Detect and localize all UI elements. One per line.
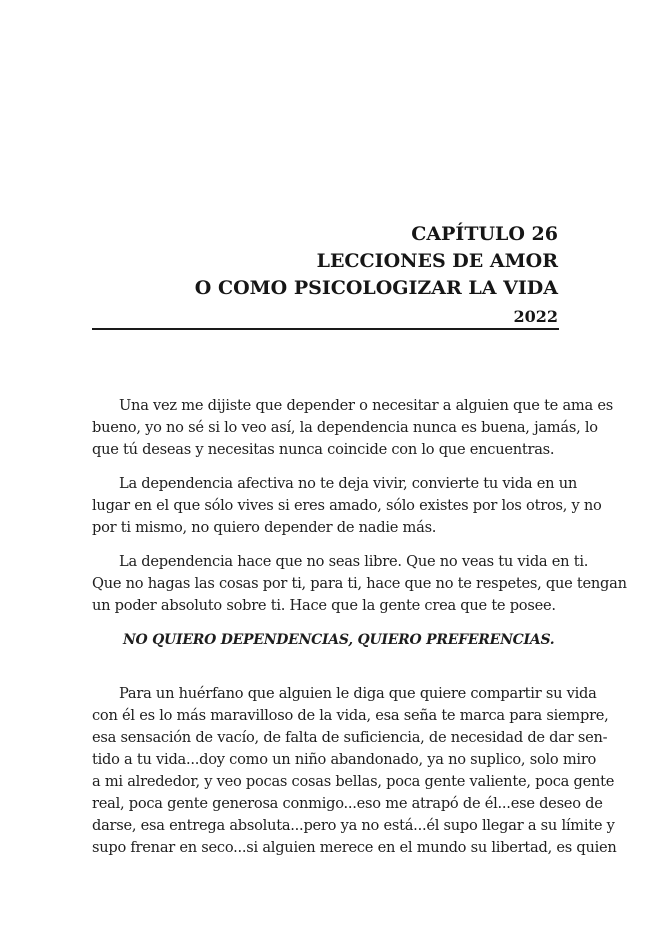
text-line: darse, esa entrega absoluta...pero ya no está...él supo llegar a su límite y: [92, 817, 615, 834]
text-line: Que no hagas las cosas por ti, para ti, hace que no te respetes, que tengan: [92, 575, 627, 592]
paragraph-3: [92, 551, 627, 617]
chapter-title-line-2: O COMO PSICOLOGIZAR LA VIDA: [194, 277, 558, 299]
text-line: Para un huérfano que alguien le diga que quiere compartir su vida: [119, 685, 597, 702]
text-line: La dependencia hace que no seas libre. Que no veas tu vida en ti.: [119, 553, 589, 570]
chapter-title-line-1: LECCIONES DE AMOR: [316, 250, 558, 272]
text-line: que tú deseas y necesitas nunca coincide con lo que encuentras.: [92, 441, 555, 458]
text-line: real, poca gente generosa conmigo...eso me atrapó de él...ese deseo de: [92, 795, 603, 812]
text-line: La dependencia afectiva no te deja vivir, convierte tu vida en un: [119, 475, 577, 492]
chapter-body: [92, 395, 627, 871]
text-line: supo frenar en seco...si alguien merece en el mundo su libertad, es quien: [92, 839, 617, 856]
chapter-number: CAPÍTULO 26: [411, 223, 558, 245]
heading-divider: [92, 328, 559, 330]
paragraph-4: [92, 683, 617, 859]
emphasis-statement: NO QUIERO DEPENDENCIAS, QUIERO PREFERENCIAS.: [123, 632, 555, 648]
paragraph-1: [92, 395, 613, 461]
chapter-year: 2022: [513, 307, 558, 326]
text-line: un poder absoluto sobre ti. Hace que la gente crea que te posee.: [92, 597, 556, 614]
text-line: bueno, yo no sé si lo veo así, la dependencia nunca es buena, jamás, lo: [92, 419, 598, 436]
paragraph-2: [92, 473, 602, 539]
text-line: lugar en el que sólo vives si eres amado, sólo existes por los otros, y no: [92, 497, 602, 514]
text-line: tido a tu vida...doy como un niño abandonado, ya no suplico, solo miro: [92, 751, 597, 768]
text-line: Una vez me dijiste que depender o necesitar a alguien que te ama es: [119, 397, 613, 414]
text-line: por ti mismo, no quiero depender de nadie más.: [92, 519, 437, 536]
chapter-heading: [92, 221, 558, 329]
text-line: con él es lo más maravilloso de la vida, esa seña te marca para siempre,: [92, 707, 609, 724]
text-line: esa sensación de vacío, de falta de suficiencia, de necesidad de dar sen-: [92, 729, 608, 746]
text-line: a mi alrededor, y veo pocas cosas bellas, poca gente valiente, poca gente: [92, 773, 615, 790]
